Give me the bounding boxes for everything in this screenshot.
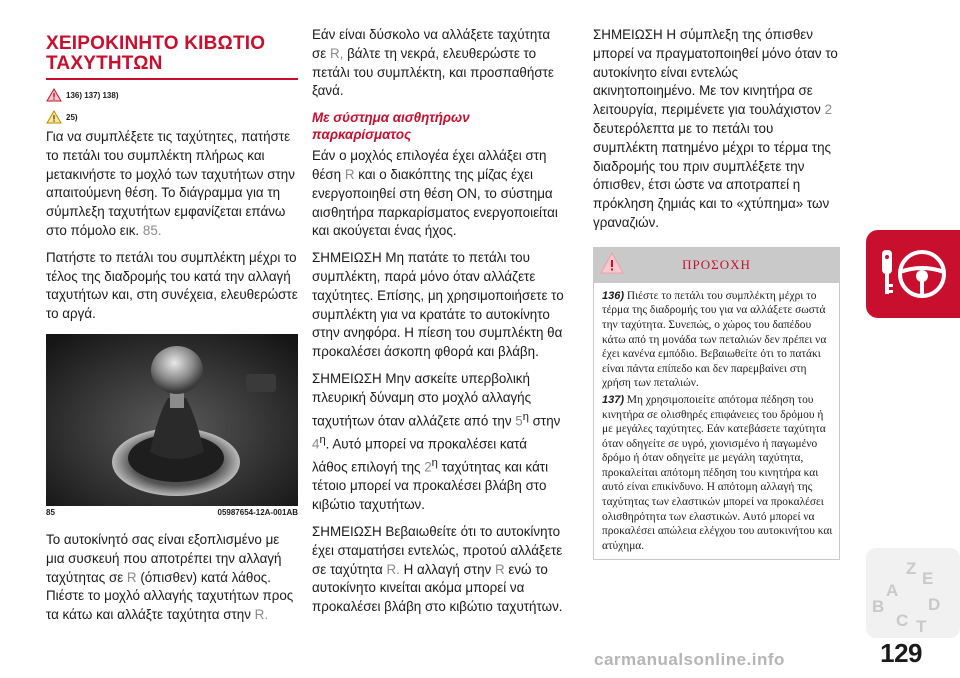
index-letter: E	[922, 569, 934, 588]
figure-number: 85	[46, 507, 55, 517]
photo-caption	[46, 508, 298, 517]
warning-triangle-icon	[599, 251, 625, 275]
paragraph: ΣΗΜΕΙΩΣΗ Η σύμπλεξη της όπισθεν μπορεί να πραγματοποιηθεί μόνο όταν το αυτοκίνητο είναι εντελώς ακινητοποιημένο. Με τον κινητήρα σε λειτουργία, περιμένετε για τουλάχιστον 2 δευτερόλεπτα με το πετάλι του συμπλέκτη πατημένο μέχρι το τέρμα της διαδρομής του πριν συμπλέξετε την όπισθεν, έτσι ώστε να αποτραπεί η πρόκληση ζημιάς και το «χτύπημα» των γραναζιών.	[593, 27, 838, 230]
paragraph: Εάν είναι δύσκολο να αλλάξετε ταχύτητα σε R, βάλτε τη νεκρά, ελευθερώστε το πετάλι του συμπλέκτη, και προσπαθήστε ξανά.	[312, 27, 554, 99]
index-letter: T	[916, 617, 927, 636]
figure-ref: 85.	[142, 222, 162, 238]
paragraph: Εάν ο μοχλός επιλογέα έχει αλλάξει στη θέση R και ο διακόπτης της μίζας έχει ενεργοποιηθεί στη θέση ON, το σύστημα αισθητήρα παρκαρίσματος ενεργοποιείται και ακούγεται ένας ήχος.	[312, 148, 558, 239]
warning-note-137: 137) Μη χρησιμοποιείτε απότομα πέδηση του κινητήρα σε ολισθηρές επιφάνειες του δρόμου ή με μεγάλες ταχύτητες. Εάν κατεβάσετε ταχύτητα όταν οδηγείτε σε υγρό, χιονισμένο ή παγωμένο δρόμο ή όταν οδηγείτε με μεγάλη ταχύτητα, προκαλείται απότομη πέδηση του κινητήρα και αυτό είναι επικίνδυνο. Η απότομη αλλαγή της ταχύτητας των ελαστικών μπορεί να προκαλέσει ολισθηρότητα των ελαστικών. Αυτό μπορεί να προκαλέσει απώλεια ελέγχου του αυτοκινήτου και ατύχημα.	[602, 393, 833, 552]
index-letter: D	[928, 595, 941, 614]
figure-code: 05987654-12A-001AB	[217, 507, 298, 517]
index-letter: Z	[906, 559, 917, 578]
column-2	[312, 26, 564, 625]
warning-box-title: ΠΡΟΣΟΧΗ	[682, 256, 751, 272]
warning-box	[593, 247, 840, 561]
caution-refs: 25)	[66, 112, 78, 122]
subsection-title: Με σύστημα αισθητήρων παρκαρίσματος	[312, 110, 470, 143]
index-letter: B	[872, 597, 885, 616]
warning-box-header	[593, 247, 840, 283]
chapter-tab-driving[interactable]	[866, 230, 960, 318]
gear-lever-photo	[46, 334, 298, 506]
paragraph: ΣΗΜΕΙΩΣΗ Μη πατάτε το πετάλι του συμπλέκτη, παρά μόνο όταν αλλάζετε ταχύτητες. Επίσης, μη χρησιμοποιήσετε το συμπλέκτη για να κρατάτε το αυτοκίνητο στην ανηφόρα. Η πίεση του συμπλέκτη θα προκαλέσει άσκοπη φθορά και βλάβη.	[312, 250, 564, 360]
caution-triangle-icon	[46, 110, 62, 124]
paragraph: Το αυτοκίνητό σας είναι εξοπλισμένο με μια συσκευή που αποτρέπει την αλλαγή ταχύτητας σε R (όπισθεν) κατά λάθος. Πιέστε το μοχλό αλλαγής ταχυτήτων προς τα κάτω και αλλάξτε ταχύτητα στην R.	[46, 531, 294, 623]
paragraph: ΣΗΜΕΙΩΣΗ Βεβαιωθείτε ότι το αυτοκίνητο έχει σταματήσει εντελώς, προτού αλλάξετε σε ταχύτητα R. Η αλλαγή στην R ενώ το αυτοκίνητο κινείται ακόμα μπορεί να προκαλέσει βλάβη στο κιβώτιο ταχυτήτων.	[312, 523, 563, 615]
paragraph: Πατήστε το πετάλι του συμπλέκτη μέχρι το τέλος της διαδρομής του κατά την αλλαγή ταχυτήτων και, στη συνέχεια, ελευθερώστε το αργά.	[46, 249, 298, 322]
index-letter: C	[896, 611, 909, 630]
warning-refs-row	[46, 88, 298, 102]
steering-wheel-key-icon	[866, 230, 960, 318]
column-3	[593, 26, 840, 560]
watermark: carmanualsonline.info	[594, 650, 785, 669]
warning-triangle-icon	[46, 88, 62, 102]
paragraph: Για να συμπλέξετε τις ταχύτητες, πατήστε το πετάλι του συμπλέκτη πλήρως και μετακινήστε το μοχλό των ταχυτήτων στην απαιτούμενη θέση. Το διάγραμμα για τη σύμπλεξη ταχυτήτων εμφανίζεται επάνω στο πόμολο εικ. 85.	[46, 129, 295, 238]
warning-refs: 136) 137) 138)	[66, 90, 119, 100]
warning-box-body	[593, 283, 840, 561]
column-1	[46, 26, 298, 633]
warning-note-136: 136) Πιέστε το πετάλι του συμπλέκτη μέχρι το τέρμα της διαδρομής του για να αλλάξετε σωστά την ταχύτητα. Συνεπώς, ο χώρος του δαπέδου κάτω από τη μονάδα των πεταλιών δεν πρέπει να έχει κανένα εμπόδιο. Βεβαιωθείτε ότι το πατάκι είναι πάντα επίπεδο και δεν παρεμβαίνει στη χρήση των πεταλιών.	[602, 289, 827, 390]
side-index-letters	[866, 548, 960, 638]
index-letter: A	[886, 581, 899, 600]
page-number: 129	[880, 638, 922, 668]
paragraph: ΣΗΜΕΙΩΣΗ Μην ασκείτε υπερβολική πλευρική δύναμη στο μοχλό αλλαγής ταχυτήτων όταν αλλάζετε από την $5^\eta$ στην $4^\eta$. Αυτό μπορεί να προκαλέσει κατά λάθος επιλογή της $2^\eta$ ταχύτητας και κάτι τέτοιο μπορεί να προκαλέσει βλάβη στο κιβώτιο ταχυτήτων.	[312, 370, 561, 513]
index-letters-graphic	[866, 548, 960, 638]
gear-knob-image	[46, 334, 298, 506]
caution-refs-row	[46, 110, 298, 124]
section-title: ΧΕΙΡΟΚΙΝΗΤΟ ΚΙΒΩΤΙΟ ΤΑΧΥΤΗΤΩΝ	[46, 34, 298, 80]
